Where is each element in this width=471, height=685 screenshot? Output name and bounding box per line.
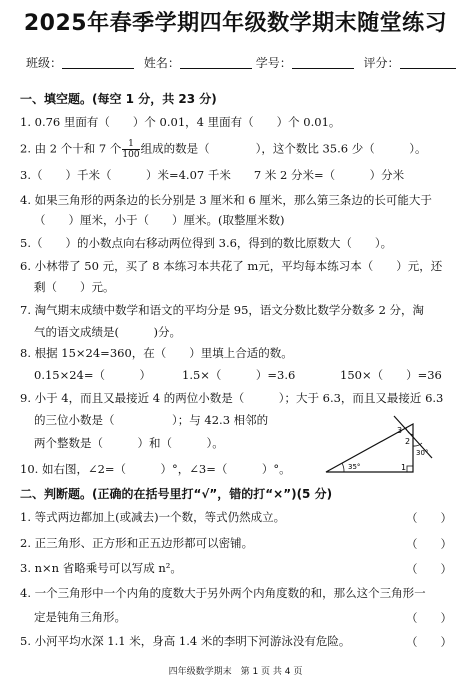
- angle-3-label: 3: [397, 426, 403, 435]
- fraction-denominator: 100: [122, 150, 140, 160]
- angle-35-label: 35°: [348, 463, 361, 471]
- fraction: [122, 139, 139, 160]
- angle-30-label: 30°: [416, 449, 429, 457]
- question-7-line-1: 7. 淘气期末成绩中数学和语文的平均分是 95，语文分数比数学分数多 2 分，淘: [20, 303, 425, 317]
- judge-5: 5. 小河平均水深 1.1 米，身高 1.4 米的李明下河游泳没有危险。: [20, 634, 351, 648]
- question-2: [20, 139, 427, 160]
- question-8: 8. 根据 15×24=360，在（ ）里填上合适的数。: [20, 346, 293, 360]
- question-6-line-2: 剩（ ）元。: [34, 280, 115, 294]
- page-footer: 四年级数学期末 第 1 页 共 4 页: [168, 667, 303, 677]
- fraction-numerator: 1: [122, 139, 139, 150]
- class-label: 班级：: [26, 56, 63, 70]
- question-9-line-1: 9. 小于 4，而且又最接近 4 的两位小数是（ ）；大于 6.3，而且又最接近 6.3: [20, 391, 444, 405]
- angle-1-label: 1: [401, 463, 407, 472]
- student-info-row: [26, 54, 456, 71]
- exam-title: 2025年春季学期四年级数学期末随堂练习: [23, 11, 448, 36]
- question-8-a: 0.15×24=（ ）: [34, 368, 152, 382]
- right-angle-mark: [407, 466, 413, 472]
- question-1: 1. 0.76 里面有（ ）个 0.01，4 里面有（ ）个 0.01。: [20, 115, 341, 129]
- judge-5-answer[interactable]: （ ）: [406, 635, 452, 649]
- question-6-line-1: 6. 小林带了 50 元，买了 8 本练习本共花了 m元，平均每本练习本（ ）元，还: [20, 259, 443, 273]
- judge-3: 3. n×n 省略乘号可以写成 n²。: [20, 561, 182, 575]
- angle-2-label: 2: [405, 437, 411, 446]
- judge-3-answer[interactable]: （ ）: [406, 562, 452, 576]
- question-10: 10. 如右图，∠2=（ ）°，∠3=（ ）°。: [20, 462, 291, 476]
- judge-4-answer[interactable]: （ ）: [406, 611, 452, 625]
- question-9-line-2: 的三位小数是（ ）；与 42.3 相邻的: [34, 413, 269, 427]
- class-field[interactable]: [62, 56, 134, 69]
- name-label: 姓名：: [143, 56, 180, 70]
- id-field[interactable]: [292, 56, 354, 69]
- judge-4-line-2: 定是钝角三角形。: [34, 610, 126, 624]
- angle-figure: [318, 410, 436, 478]
- question-3: 3.（ ）千米（ ）米=4.07 千米 7 米 2 分米=（ ）分米: [20, 168, 405, 182]
- question-2-part-b: 组成的数是（ ），这个数比 35.6 少（ ）。: [140, 141, 427, 156]
- judge-1-answer[interactable]: （ ）: [406, 511, 452, 525]
- judge-2-answer[interactable]: （ ）: [406, 537, 452, 551]
- id-label: 学号：: [255, 56, 292, 70]
- question-4-line-2: （ ）厘米，小于（ ）厘米。(取整厘米数): [34, 213, 285, 227]
- question-9-line-3: 两个整数是（ ）和（ ）。: [34, 436, 224, 450]
- judge-1: 1. 等式两边都加上(或减去)一个数，等式仍然成立。: [20, 510, 286, 524]
- question-5: 5.（ ）的小数点向右移动两位得到 3.6，得到的数比原数大（ ）。: [20, 236, 393, 250]
- name-field[interactable]: [180, 56, 252, 69]
- question-8-b: 1.5×（ ）=3.6: [182, 368, 296, 382]
- score-field[interactable]: [400, 56, 456, 69]
- section1-header: 一、填空题。(每空 1 分，共 23 分): [20, 92, 217, 106]
- score-label: 评分：: [363, 56, 400, 70]
- question-8-c: 150×（ ）=36: [340, 368, 442, 382]
- judge-2: 2. 正三角形、正方形和正五边形都可以密铺。: [20, 536, 254, 550]
- section2-header: 二、判断题。(正确的在括号里打“√”，错的打“×”)(5 分): [20, 487, 333, 501]
- question-4-line-1: 4. 如果三角形的两条边的长分别是 3 厘米和 6 厘米，那么第三条边的长可能大于: [20, 193, 432, 207]
- judge-4-line-1: 4. 一个三角形中一个内角的度数大于另外两个内角度数的和，那么这个三角形一: [20, 586, 426, 600]
- question-2-part-a: 2. 由 2 个十和 7 个: [20, 141, 122, 156]
- question-7-line-2: 气的语文成绩是( )分。: [34, 325, 181, 339]
